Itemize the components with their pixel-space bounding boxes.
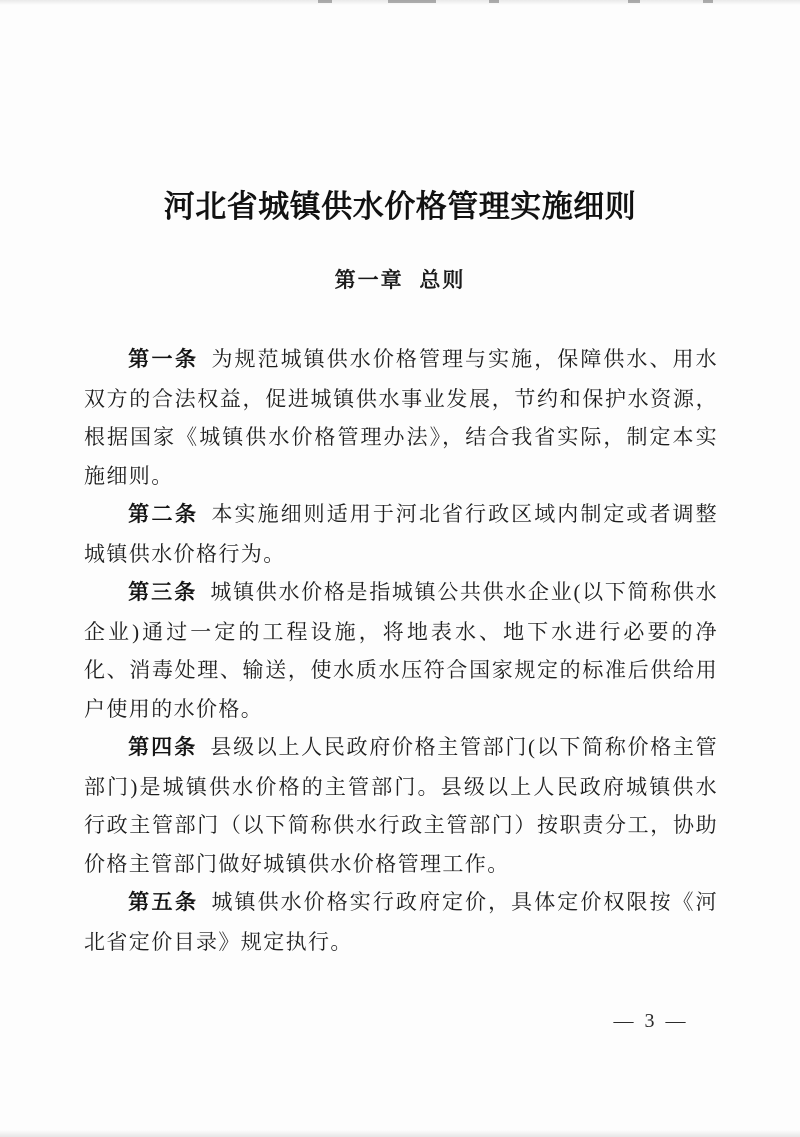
article-paragraph-4: [84, 728, 718, 883]
article-4-label: 第四条: [128, 736, 198, 759]
article-paragraph-1: [84, 340, 718, 495]
article-paragraph-2: [84, 495, 718, 573]
page-number: — 3 —: [613, 1010, 689, 1032]
scan-speck: [489, 0, 499, 3]
scan-artifact-top: [0, 0, 800, 5]
chapter-heading: 第一章 总则: [334, 269, 466, 292]
article-1-label: 第一条: [128, 348, 199, 371]
article-5-label: 第五条: [128, 891, 199, 914]
article-paragraph-5: [84, 883, 718, 961]
document-title: 河北省城镇供水价格管理实施细则: [163, 189, 637, 224]
article-1-text: 为规范城镇供水价格管理与实施，保障供水、用水双方的合法权益，促进城镇供水事业发展，节约和保护水资源，根据国家《城镇供水价格管理办法》，结合我省实际，制定本实施细则。: [84, 347, 718, 488]
scan-artifact-bottom: [0, 1130, 800, 1137]
scan-speck: [318, 0, 332, 3]
scan-speck: [703, 0, 713, 3]
scan-speck: [628, 0, 640, 3]
article-paragraph-3: [84, 573, 718, 728]
article-3-label: 第三条: [128, 581, 198, 604]
scan-speck: [388, 0, 436, 3]
article-5-text: 城镇供水价格实行政府定价，具体定价权限按《河北省定价目录》规定执行。: [84, 890, 718, 954]
article-2-text: 本实施细则适用于河北省行政区域内制定或者调整城镇供水价格行为。: [84, 502, 718, 566]
document-body: [84, 340, 718, 961]
article-3-text: 城镇供水价格是指城镇公共供水企业(以下简称供水企业)通过一定的工程设施，将地表水、地下水进行必要的净化、消毒处理、输送，使水质水压符合国家规定的标准后供给用户使用的水价格。: [84, 580, 718, 721]
article-2-label: 第二条: [128, 503, 199, 526]
article-4-text: 县级以上人民政府价格主管部门(以下简称价格主管部门)是城镇供水价格的主管部门。县级以上人民政府城镇供水行政主管部门（以下简称供水行政主管部门）按职责分工，协助价格主管部门做好城镇供水价格管理工作。: [84, 735, 718, 876]
